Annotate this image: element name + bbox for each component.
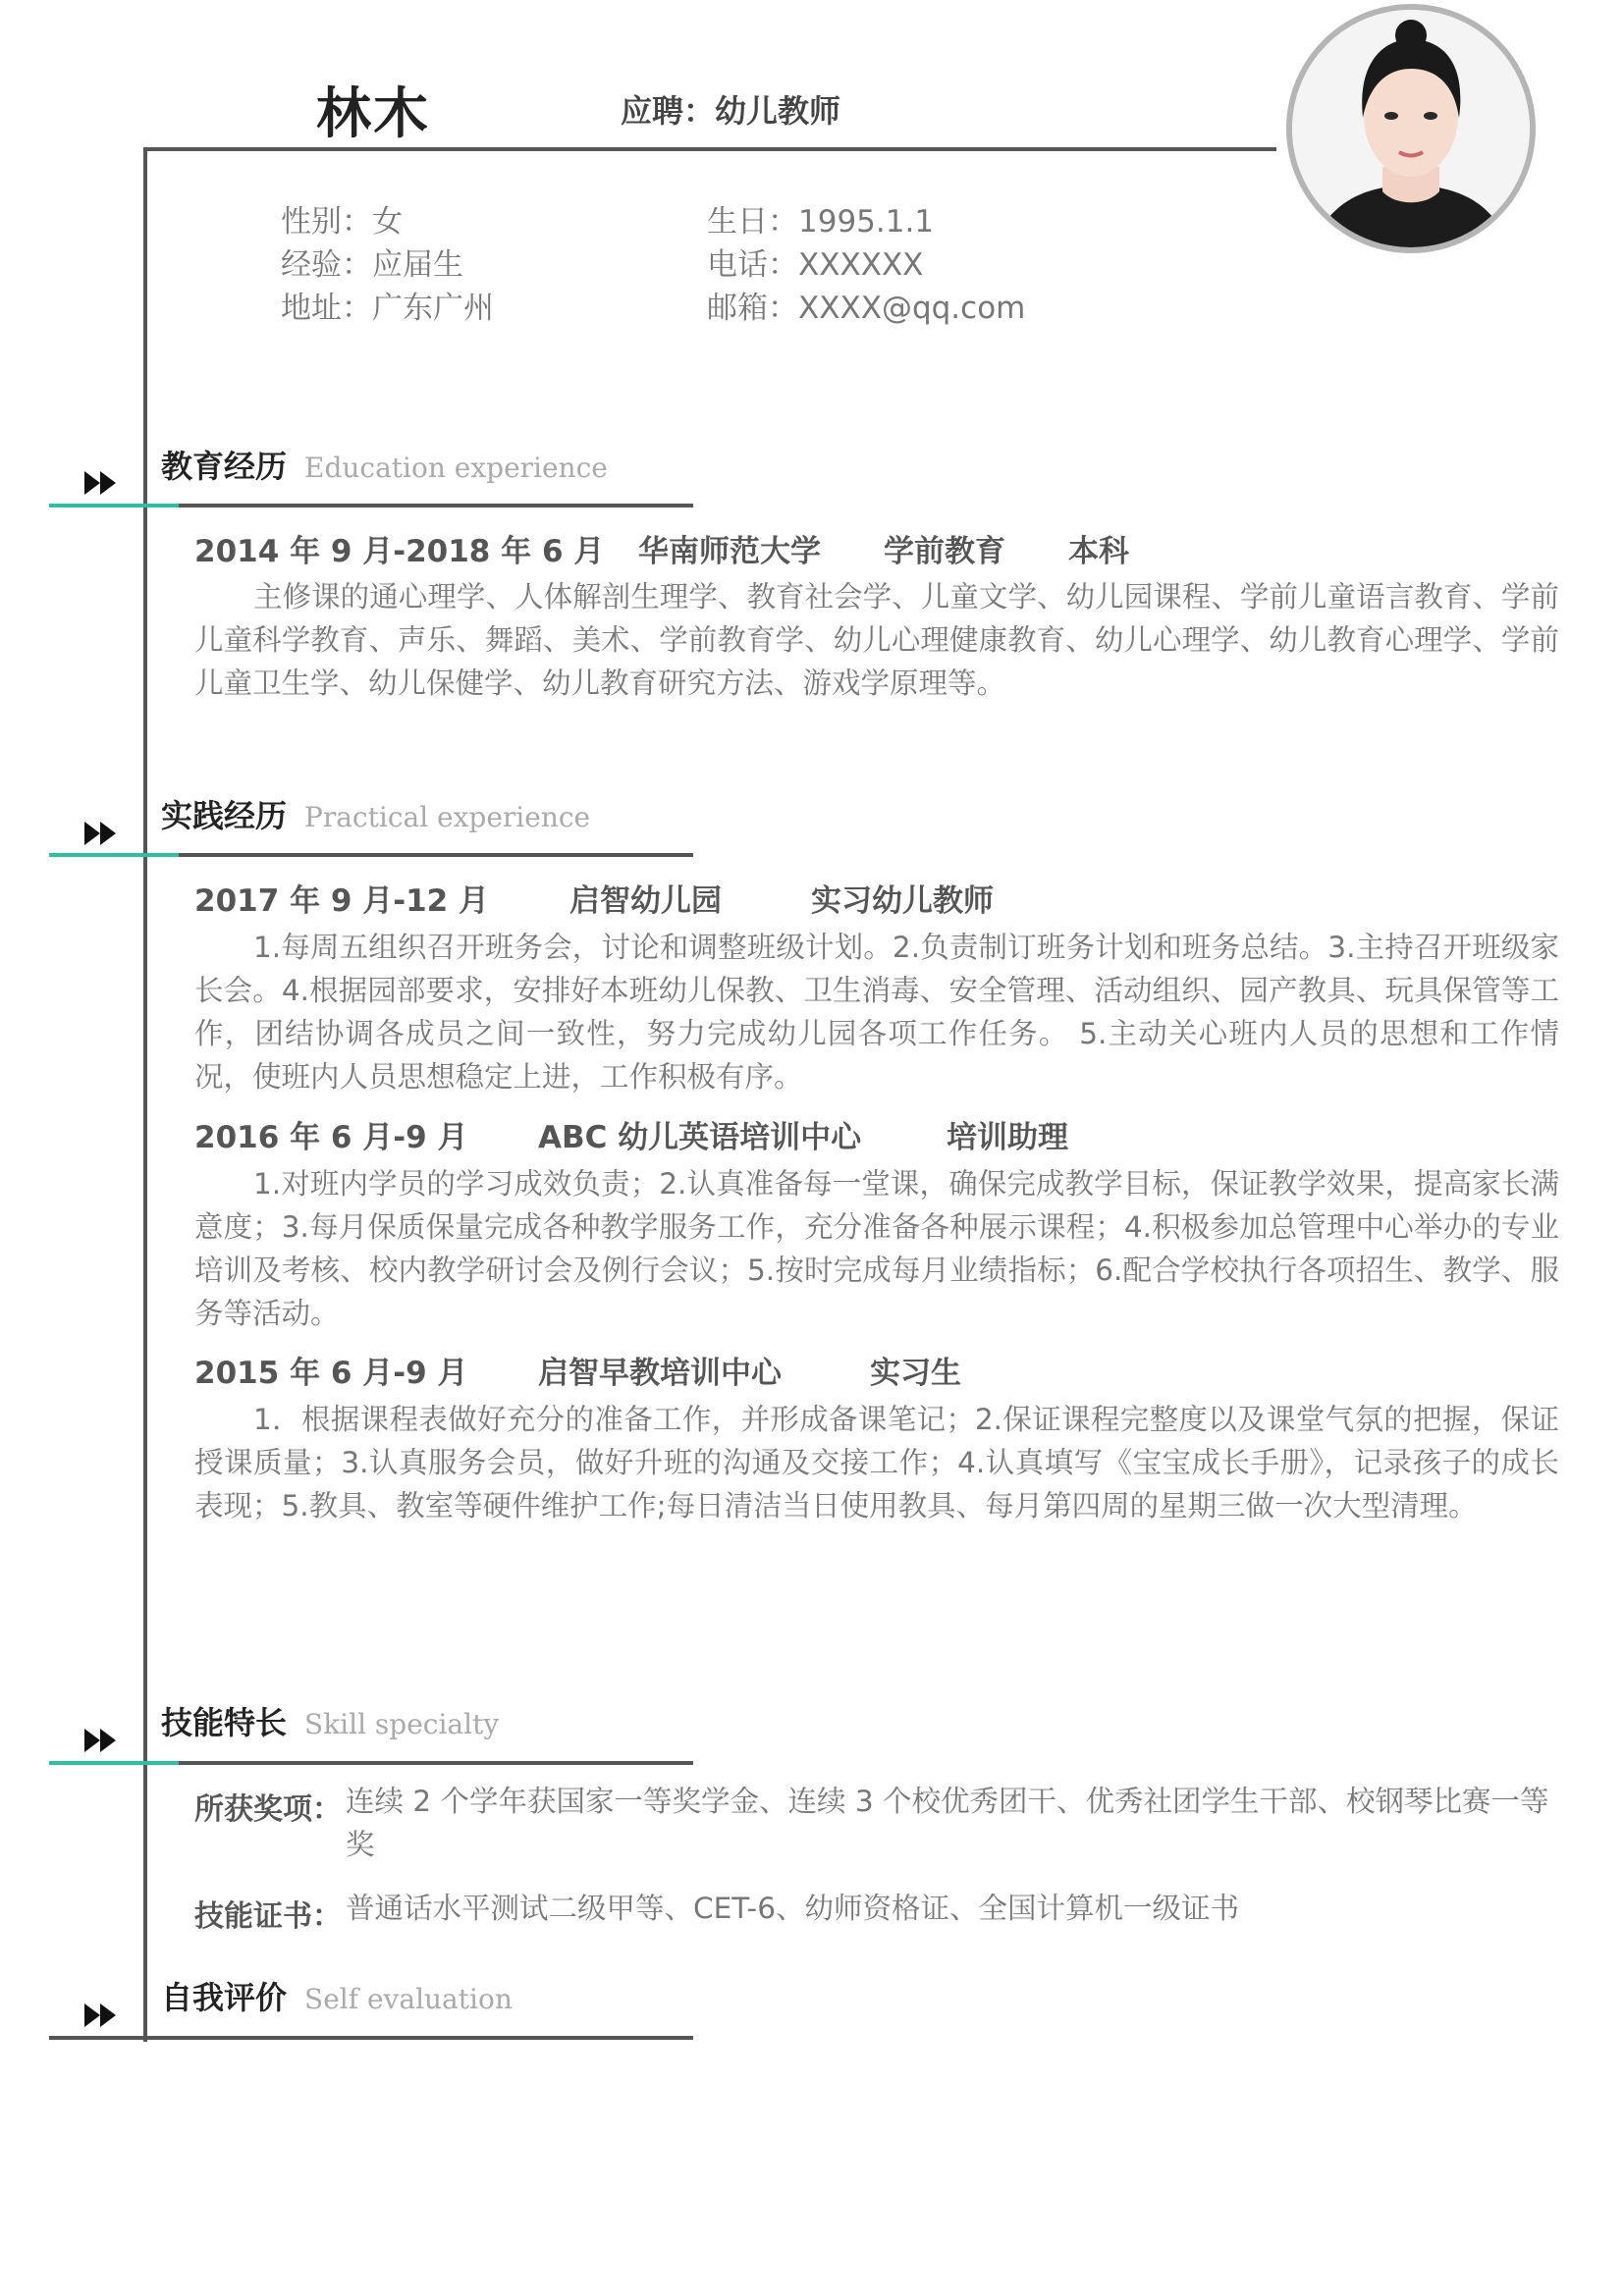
awards-text: 连续 2 个学年获国家一等奖学金、连续 3 个校优秀团干、优秀社团学生干部、校钢琴比赛一等奖 [346,1785,1549,1861]
profile-photo [1286,4,1536,253]
practice-description: 1.每周五组织召开班务会，讨论和调整班级计划。2.负责制订班务计划和班务总结。3.主持召开班级家长会。4.根据园部要求，安排好本班幼儿保教、卫生消毒、安全管理、活动组织、园产教具、玩具保管等工作，团结协调各成员之间一致性，努力完成幼儿园各项工作任务。 5.主动关心班内人员的思想和工作情况，使班内人员思想稳定上进，工作积极有序。 [194,931,1559,1094]
certs-label: 技能证书： [194,1899,342,1934]
education-title-en: Education experience [304,452,608,484]
skills-rule [179,1761,693,1765]
practice-role: 培训助理 [947,1120,1068,1155]
practice-period: 2017 年 9 月-12 月 [194,883,490,919]
education-accent-line [49,504,179,507]
education-degree: 本科 [1068,534,1129,569]
practice-heading [161,791,590,836]
info-address: 地址：广东广州 [281,291,494,326]
section-arrow-icon [82,819,122,848]
practice-role: 实习幼儿教师 [811,883,994,919]
info-email: 邮箱：XXXX@qq.com [707,291,1026,326]
practice-org: ABC 幼儿英语培训中心 [538,1120,862,1155]
practice-period: 2016 年 6 月-9 月 [194,1120,468,1155]
education-heading [161,442,608,487]
self-heading [161,1973,513,2018]
info-phone: 电话：XXXXXX [707,247,924,283]
info-birthday: 生日：1995.1.1 [707,204,935,240]
self-title-en: Self evaluation [304,1983,513,2015]
info-gender: 性别：女 [281,204,403,240]
applied-position: 应聘：幼儿教师 [621,92,841,130]
certs-text: 普通话水平测试二级甲等、CET-6、幼师资格证、全国计算机一级证书 [346,1892,1239,1925]
header-rule [143,147,1276,151]
skills-heading [161,1698,499,1743]
section-arrow-icon [82,2001,122,2030]
practice-org: 启智早教培训中心 [538,1356,782,1391]
candidate-name: 林木 [316,82,430,146]
skills-title: 技能特长 [161,1704,288,1741]
practice-rule [179,853,693,857]
section-arrow-icon [82,468,122,498]
practice-description: 1.对班内学员的学习成效负责；2.认真准备每一堂课，确保完成教学目标，保证教学效果，提高家长满意度；3.每月保质保量完成各种教学服务工作，充分准备各种展示课程；4.积极参加总管理中心举办的专业培训及考核、校内教学研讨会及例行会议；5.按时完成每月业绩指标；6.配合学校执行各项招生、教学、服务等活动。 [194,1167,1559,1330]
section-arrow-icon [82,1726,122,1755]
skills-title-en: Skill specialty [304,1708,500,1740]
education-description: 主修课的通心理学、人体解剖生理学、教育社会学、儿童文学、幼儿园课程、学前儿童语言教育、学前儿童科学教育、声乐、舞蹈、美术、学前教育学、幼儿心理健康教育、幼儿心理学、幼儿教育心理学、学前儿童卫生学、幼儿保健学、幼儿教育研究方法、游戏学原理等。 [194,580,1559,700]
self-rule [49,2036,693,2040]
practice-title: 实践经历 [161,797,288,834]
education-major: 学前教育 [884,534,1005,569]
practice-role: 实习生 [870,1356,961,1391]
practice-description: 1．根据课程表做好充分的准备工作，并形成备课笔记；2.保证课程完整度以及课堂气氛的把握，保证授课质量；3.认真服务会员，做好升班的沟通及交接工作；4.认真填写《宝宝成长手册》，记录孩子的成长表现；5.教具、教室等硬件维护工作;每日清洁当日使用教具、每月第四周的星期三做一次大型清理。 [194,1403,1559,1522]
education-period: 2014 年 9 月-2018 年 6 月 [194,534,605,569]
skills-accent-line [49,1761,179,1765]
info-experience: 经验：应届生 [281,247,463,283]
self-title: 自我评价 [161,1979,288,2016]
timeline-rule [143,147,147,2042]
practice-title-en: Practical experience [304,801,591,833]
practice-period: 2015 年 6 月-9 月 [194,1356,468,1391]
practice-org: 启智幼儿园 [569,883,722,919]
awards-label: 所获奖项： [194,1792,342,1827]
education-rule [179,504,693,507]
education-title: 教育经历 [161,448,288,485]
portrait-icon [1292,10,1530,247]
education-school: 华南师范大学 [638,534,821,569]
practice-accent-line [49,853,179,857]
